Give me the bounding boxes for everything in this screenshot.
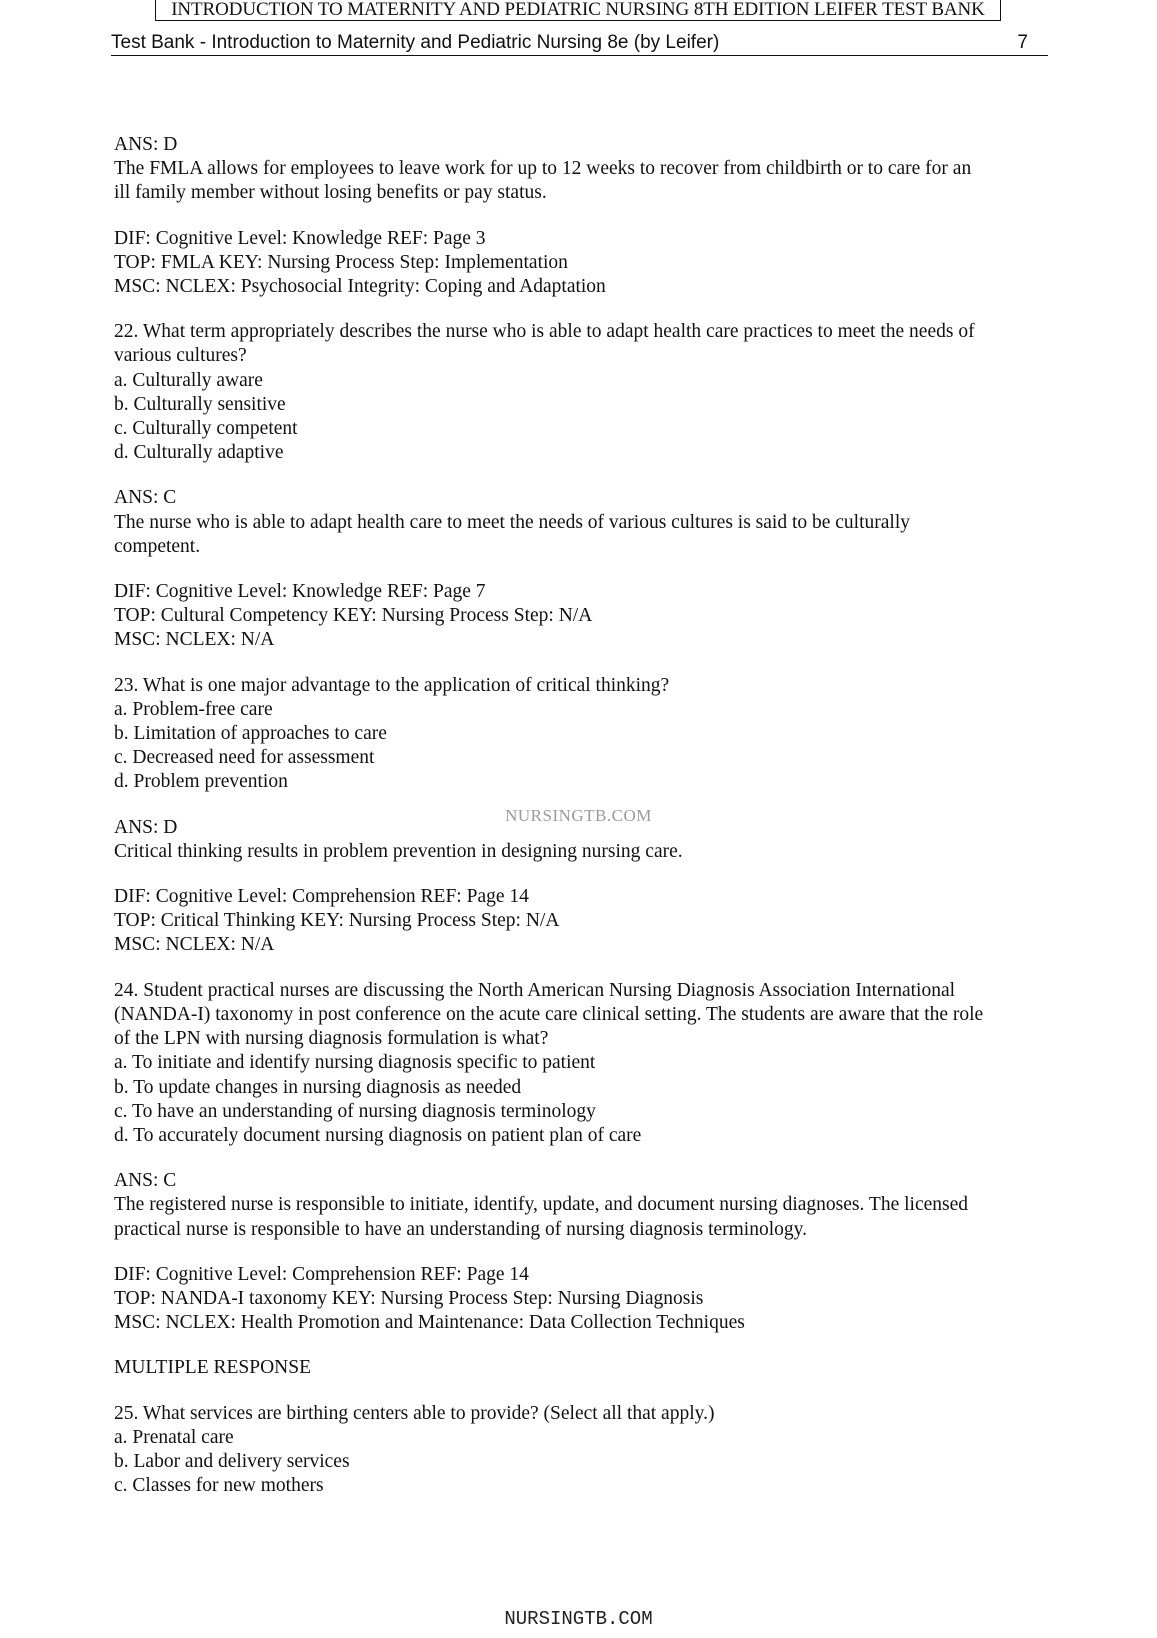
option-a: a. Prenatal care [114,1426,234,1448]
option-b: b. Limitation of approaches to care [114,723,387,745]
dif-line: DIF: Cognitive Level: Knowledge REF: Page 7 [114,581,486,603]
option-c: c. Decreased need for assessment [114,747,375,769]
question-stem: (NANDA-I) taxonomy in post conference on the acute care clinical setting. The students are aware that the role [114,1003,984,1025]
msc-line: MSC: NCLEX: N/A [114,934,275,956]
question-stem: 23. What is one major advantage to the application of critical thinking? [114,674,670,696]
question-stem: various cultures? [114,345,247,367]
rationale-line: The registered nurse is responsible to initiate, identify, update, and document nursing diagnoses. The licensed [114,1194,968,1216]
top-line: TOP: FMLA KEY: Nursing Process Step: Implementation [114,251,568,273]
dif-line: DIF: Cognitive Level: Comprehension REF: Page 14 [114,1263,529,1285]
question-stem: of the LPN with nursing diagnosis formulation is what? [114,1028,549,1050]
question-stem: 24. Student practical nurses are discussing the North American Nursing Diagnosis Association International [114,979,956,1001]
rationale-line: The nurse who is able to adapt health care to meet the needs of various cultures is said to be culturally [114,511,910,533]
question-25 [114,1402,1054,1499]
option-d: d. Culturally adaptive [114,442,284,464]
question-22 [114,320,1054,652]
document-banner: INTRODUCTION TO MATERNITY AND PEDIATRIC NURSING 8TH EDITION LEIFER TEST BANK [155,0,1001,21]
dif-line: DIF: Cognitive Level: Knowledge REF: Page 3 [114,227,486,249]
answer-block-21 [114,133,1054,299]
option-d: d. To accurately document nursing diagnosis on patient plan of care [114,1124,642,1146]
question-stem: 25. What services are birthing centers able to provide? (Select all that apply.) [114,1402,715,1424]
option-c: c. Classes for new mothers [114,1475,324,1497]
answer-key: ANS: C [114,487,177,509]
answer-key: ANS: D [114,816,178,838]
dif-line: DIF: Cognitive Level: Comprehension REF: Page 14 [114,886,529,908]
question-stem: 22. What term appropriately describes the nurse who is able to adapt health care practices to meet the needs of [114,321,975,343]
option-c: c. To have an understanding of nursing diagnosis terminology [114,1100,596,1122]
running-header [111,31,1048,56]
msc-line: MSC: NCLEX: Psychosocial Integrity: Coping and Adaptation [114,276,606,298]
option-a: a. To initiate and identify nursing diagnosis specific to patient [114,1052,596,1074]
option-b: b. To update changes in nursing diagnosis as needed [114,1076,522,1098]
rationale-line: The FMLA allows for employees to leave work for up to 12 weeks to recover from childbirth or to care for an [114,158,972,180]
answer-key: ANS: C [114,1170,177,1192]
option-a: a. Culturally aware [114,369,263,391]
msc-line: MSC: NCLEX: N/A [114,629,275,651]
top-line: TOP: Critical Thinking KEY: Nursing Process Step: N/A [114,910,560,932]
top-line: TOP: Cultural Competency KEY: Nursing Process Step: N/A [114,605,593,627]
section-heading: MULTIPLE RESPONSE [114,1357,312,1379]
rationale-line: practical nurse is responsible to have an understanding of nursing diagnosis terminology. [114,1218,808,1240]
rationale-line: competent. [114,535,201,557]
option-b: b. Culturally sensitive [114,393,286,415]
page-number: 7 [1017,32,1028,53]
footer-watermark: NURSINGTB.COM [504,1608,653,1630]
running-title: Test Bank - Introduction to Maternity and Pediatric Nursing 8e (by Leifer) [111,32,720,53]
option-a: a. Problem-free care [114,698,273,720]
option-c: c. Culturally competent [114,418,298,440]
question-24 [114,979,1054,1336]
watermark-text: NURSINGTB.COM [505,806,652,825]
msc-line: MSC: NCLEX: Health Promotion and Maintenance: Data Collection Techniques [114,1312,745,1334]
option-d: d. Problem prevention [114,771,288,793]
rationale-line: ill family member without losing benefits or pay status. [114,182,547,204]
answer-key: ANS: D [114,134,178,155]
top-line: TOP: NANDA-I taxonomy KEY: Nursing Process Step: Nursing Diagnosis [114,1287,704,1309]
rationale-line: Critical thinking results in problem prevention in designing nursing care. [114,840,683,862]
option-b: b. Labor and delivery services [114,1450,350,1472]
